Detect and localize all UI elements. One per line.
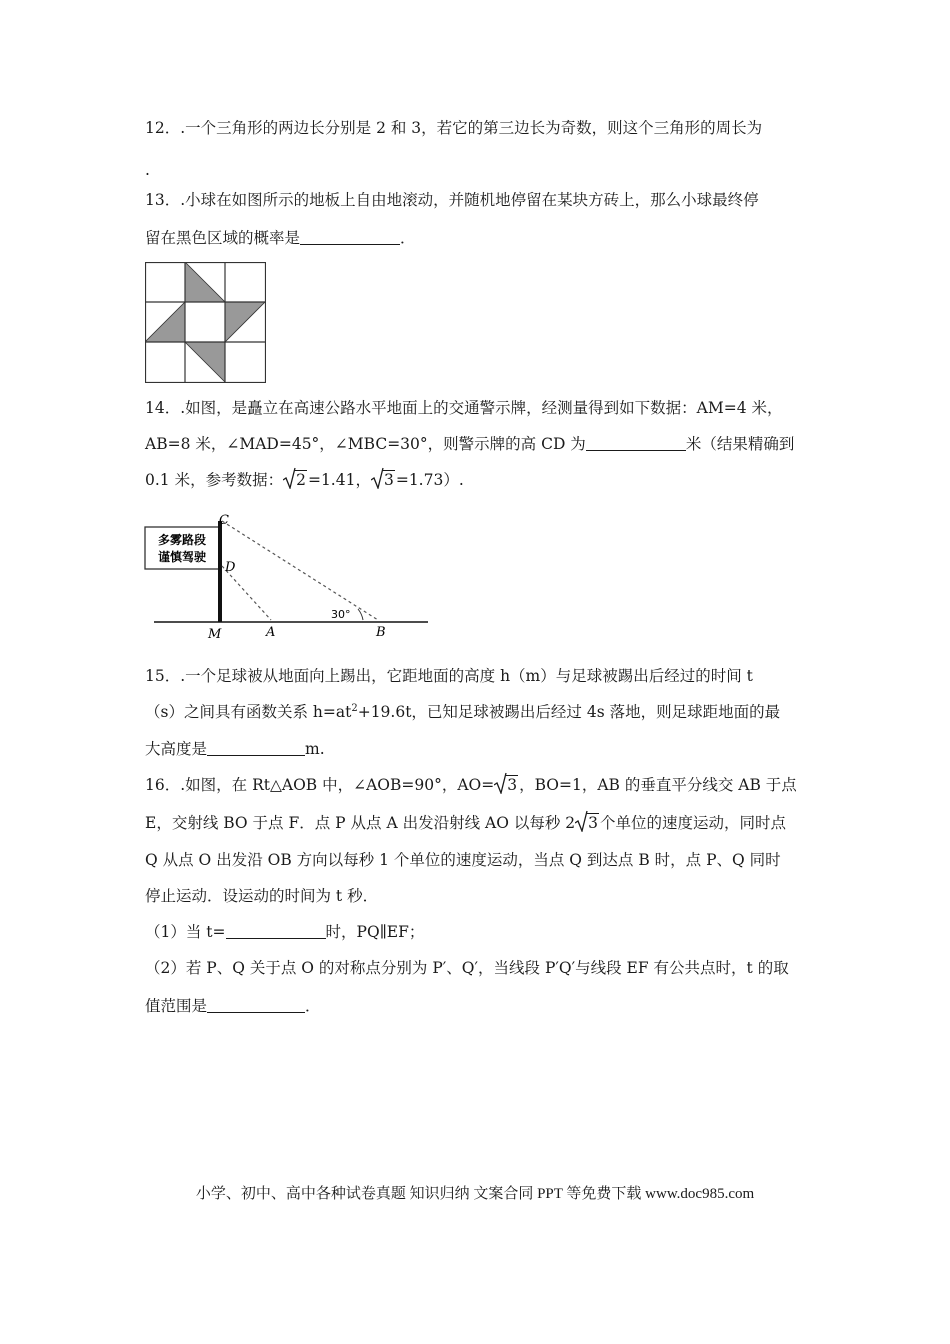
q14-text-e: =1.73）.: [395, 471, 464, 489]
q13-end: ．: [400, 229, 416, 247]
answer-blank: [300, 230, 400, 245]
q15-line-1: 15．.一个足球被从地面向上踢出，它距地面的高度 h（m）与足球被踢出后经过的时间 t: [145, 667, 753, 685]
q13-text: 留在黑色区域的概率是: [145, 229, 301, 247]
q16-part-1: [145, 922, 424, 942]
q14-text-b: 米（结果精确到: [685, 435, 795, 453]
q12-line-2: .: [145, 161, 150, 179]
q16-part1-a: （1）当 t=: [145, 923, 226, 941]
q14-text-d: =1.41，: [307, 471, 371, 489]
sqrt-3: 3: [371, 470, 395, 490]
label-m: M: [208, 627, 222, 642]
label-a: A: [266, 625, 276, 640]
q14-text-a: AB=8 米，∠MAD=45°，∠MBC=30°，则警示牌的高 CD 为: [145, 435, 586, 453]
sqrt-3: 3: [575, 813, 599, 833]
q12-line-1: 12．.一个三角形的两边长分别是 2 和 3，若它的第三边长为奇数，则这个三角形的周长为: [145, 119, 763, 137]
q16-text-b: ，BO=1，AB 的垂直平分线交 AB 于点: [519, 776, 797, 794]
shaded-triangle-top: [185, 262, 225, 302]
tile-floor-figure: [145, 262, 266, 383]
shaded-triangle-bottom: [185, 342, 225, 382]
q15-exponent: 2: [351, 703, 358, 714]
q16-text-c: E，交射线 BO 于点 F．点 P 从点 A 出发沿射线 AO 以每秒 2: [145, 814, 576, 832]
q14-text-c: 0.1 米，参考数据：: [145, 471, 284, 489]
q15-line-3: [145, 739, 325, 759]
q16-line-2: [145, 813, 786, 833]
label-d: D: [225, 560, 236, 575]
sqrt-2: 2: [283, 470, 307, 490]
warning-sign-figure: [140, 508, 440, 643]
q13-line-2: [145, 228, 416, 248]
angle-label: 30°: [331, 608, 351, 621]
answer-blank: [586, 436, 686, 451]
q16-part-2: （2）若 P、Q 关于点 O 的对称点分别为 P′、Q′，当线段 P′Q′与线段 EF 有公共点时，t 的取: [145, 959, 789, 977]
q16-text-a: 16．.如图，在 Rt△AOB 中，∠AOB=90°，AO=: [145, 776, 495, 794]
label-c: C: [219, 513, 229, 528]
q15-text-a: （s）之间具有函数关系 h=at: [145, 703, 352, 721]
q16-part2-b: ．: [305, 997, 321, 1015]
q15-text-b: +19.6t，已知足球被踢出后经过 4s 落地，则足球距地面的最: [357, 703, 781, 721]
q16-part-2-end: [145, 996, 321, 1016]
sign-text-2: 谨慎驾驶: [157, 550, 207, 564]
q15-text-d: m.: [305, 740, 325, 758]
q16-line-3: Q 从点 O 出发沿 OB 方向以每秒 1 个单位的速度运动，当点 Q 到达点 B 时，点 P、Q 同时: [145, 851, 781, 869]
sqrt-3: 3: [494, 775, 518, 795]
q15-line-2: [145, 702, 780, 722]
q14-line-3: [145, 470, 464, 490]
q14-line-2: [145, 434, 794, 454]
q14-line-1: 14．.如图，是矗立在高速公路水平地面上的交通警示牌，经测量得到如下数据：AM=4 米，: [145, 399, 783, 417]
answer-blank: [207, 998, 305, 1013]
answer-blank: [226, 924, 326, 939]
shaded-triangle-right: [225, 302, 265, 342]
answer-blank: [207, 741, 305, 756]
q16-part2-a: 值范围是: [145, 997, 208, 1015]
q13-line-1: 13．.小球在如图所示的地板上自由地滚动，并随机地停留在某块方砖上，那么小球最终停: [145, 191, 759, 209]
q16-text-d: 个单位的速度运动，同时点: [600, 814, 787, 832]
q16-line-1: [145, 775, 797, 795]
q16-part1-b: 时，PQ∥EF；: [325, 923, 425, 941]
shaded-triangle-left: [145, 302, 185, 342]
q16-line-4: 停止运动．设运动的时间为 t 秒．: [145, 887, 379, 905]
sign-text-1: 多雾路段: [157, 533, 207, 547]
label-b: B: [376, 625, 386, 640]
page-footer: 小学、初中、高中各种试卷真题 知识归纳 文案合同 PPT 等免费下载 www.doc985.com: [195, 1186, 755, 1202]
q15-text-c: 大高度是: [145, 740, 208, 758]
